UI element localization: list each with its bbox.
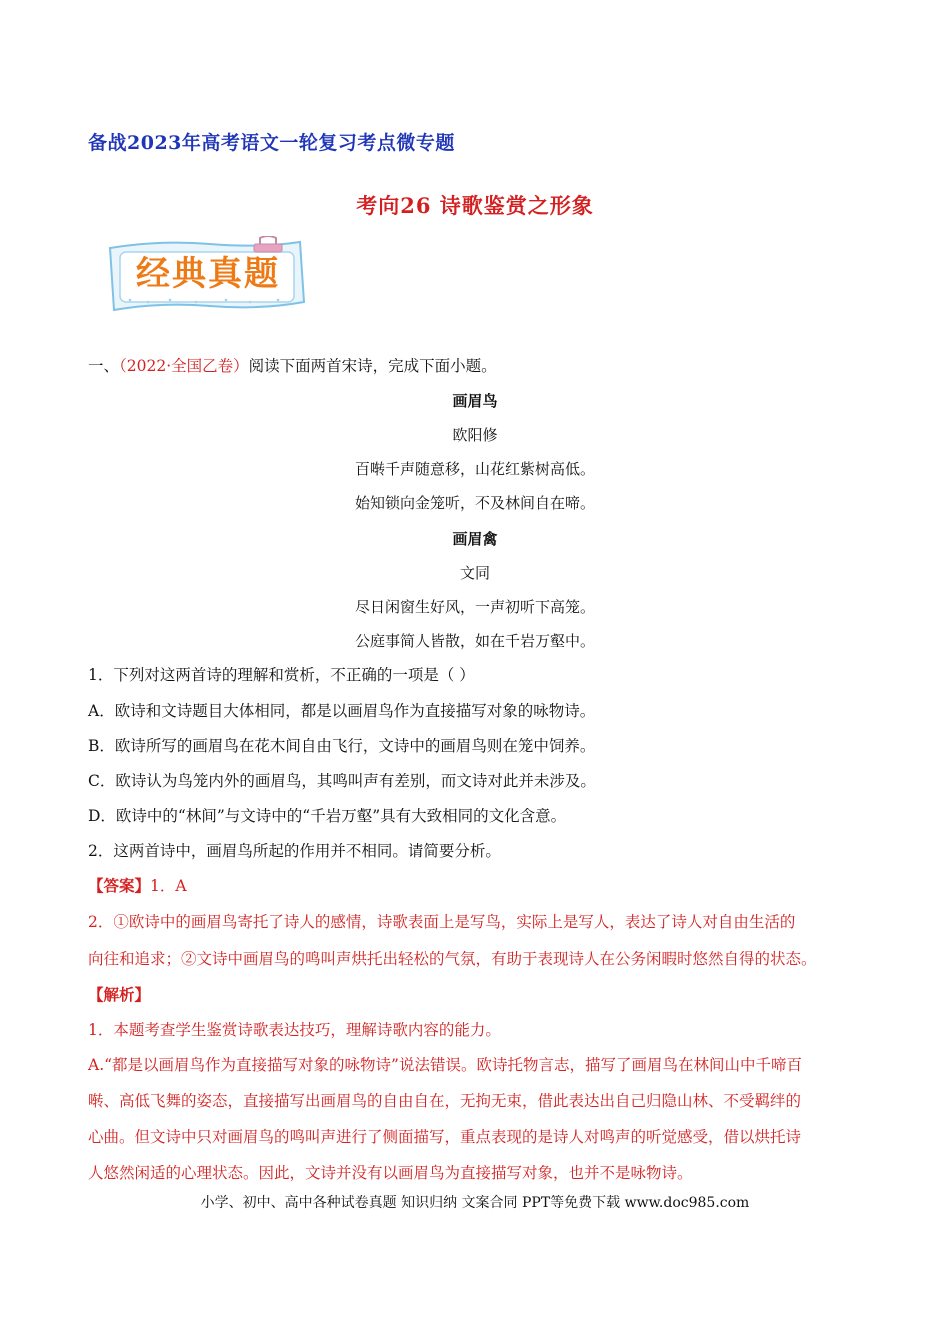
banner [100, 236, 310, 316]
q1-option-d: D．欧诗中的“林间”与文诗中的“千岩万壑”具有大致相同的文化含意。 [88, 807, 567, 825]
poem2-line1: 尽日闲窗生好风，一声初听下高笼。 [354, 598, 595, 616]
q1-stem: 1．下列对这两首诗的理解和赏析，不正确的一项是（ ） [88, 666, 475, 684]
answer-block [88, 874, 187, 896]
analysis-line2: A.“都是以画眉鸟作为直接描写对象的咏物诗”说法错误。欧诗托物言志，描写了画眉鸟在林间山中千啼百 [88, 1056, 802, 1074]
series-title: 备战2023年高考语文一轮复习考点微专题 [88, 132, 455, 154]
analysis-line4: 心曲。但文诗中只对画眉鸟的鸣叫声进行了侧面描写，重点表现的是诗人对鸣声的听觉感受，借以烘托诗 [88, 1128, 802, 1146]
footer: 小学、初中、高中各种试卷真题 知识归纳 文案合同 PPT等免费下载 www.doc985.com [200, 1195, 750, 1211]
q1-option-b: B．欧诗所写的画眉鸟在花木间自由飞行，文诗中的画眉鸟则在笼中饲养。 [88, 737, 596, 755]
q1-option-c: C．欧诗认为鸟笼内外的画眉鸟，其鸣叫声有差别，而文诗对此并未涉及。 [88, 772, 596, 790]
answer-2-line1: 2．①欧诗中的画眉鸟寄托了诗人的感情，诗歌表面上是写鸟，实际上是写人，表达了诗人对自由生活的 [88, 913, 796, 931]
poem1-title: 画眉鸟 [452, 392, 498, 410]
question-number: 一、 [88, 357, 120, 375]
poem1-line2: 始知锁向金笼听，不及林间自在啼。 [354, 494, 595, 512]
answer-label: 【答案】 [88, 876, 151, 895]
question-source: （2022·全国乙卷） [119, 357, 249, 375]
answer-2-line2: 向往和追求；②文诗中画眉鸟的鸣叫声烘托出轻松的气氛，有助于表现诗人在公务闲暇时悠然自得的状态。 [88, 950, 817, 968]
question-prompt: 阅读下面两首宋诗，完成下面小题。 [248, 357, 497, 375]
q2-stem: 2．这两首诗中，画眉鸟所起的作用并不相同。请简要分析。 [88, 842, 501, 860]
poem2-author: 文同 [459, 564, 490, 582]
banner-title: 经典真题 [136, 254, 280, 294]
poem1-author: 欧阳修 [452, 426, 498, 444]
q1-option-a: A．欧诗和文诗题目大体相同，都是以画眉鸟作为直接描写对象的咏物诗。 [88, 702, 596, 720]
poem1-line1: 百啭千声随意移，山花红紫树高低。 [354, 460, 595, 478]
analysis-line5: 人悠然闲适的心理状态。因此，文诗并没有以画眉鸟为直接描写对象，也并不是咏物诗。 [88, 1164, 693, 1182]
analysis-label: 【解析】 [88, 985, 151, 1004]
answer-1: 1．A [150, 877, 187, 895]
poem2-title: 画眉禽 [452, 530, 498, 548]
question-intro [88, 355, 497, 377]
topic-title: 考向26 诗歌鉴赏之形象 [356, 193, 594, 218]
analysis-line3: 啭、高低飞舞的姿态，直接描写出画眉鸟的自由自在，无拘无束，借此表达出自己归隐山林、不受羁绊的 [88, 1092, 802, 1110]
poem2-line2: 公庭事简人皆散，如在千岩万壑中。 [354, 632, 595, 650]
analysis-line1: 1．本题考查学生鉴赏诗歌表达技巧，理解诗歌内容的能力。 [88, 1021, 501, 1039]
